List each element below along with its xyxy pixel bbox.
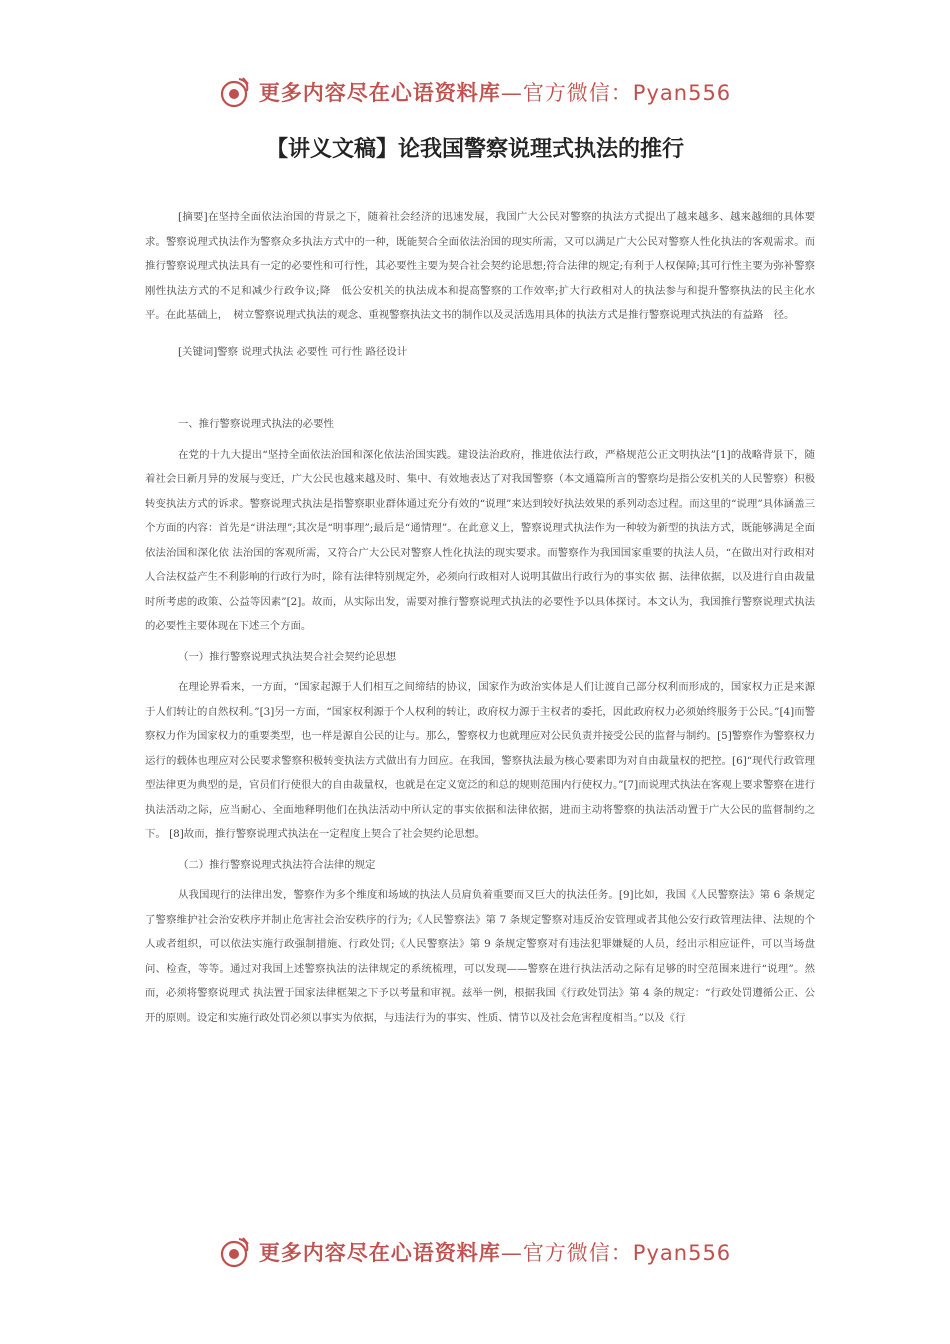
logo-icon [219,75,253,109]
subsection-1-paragraph: 在理论界看来，一方面，“国家起源于人们相互之间缔结的协议，国家作为政治实体是人们让渡自己部分权利而形成的，国家权力正是来源于人们转让的自然权利。”[3]另一方面，“国家权利源于个人权利的转让，政府权力源于主权者的委托，因此政府权力必须始终服务于公民。”[4]而警察权力作为国家权力的重要类型，也一样是源自公民的让与。那么，警察权力也就理应对公民负责并接受公民的监督与制约。[5]警察作为警察权力运行的载体也理应对公民要求警察积极转变执法方式做出有力回应。在我国，警察执法最为核心要素即为对自由裁量权的把控。[6]“现代行政管理型法律更为典型的是，官员们行使很大的自由裁量权，也就是在定义宽泛的和总的规则范围内行使权力。”[7]而说理式执法在客观上要求警察在进行执法活动之际，应当耐心、全面地释明他们在执法活动中所认定的事实依据和法律依据，进而主动将警察的执法活动置于广大公民的监督制约之下。 [8]故而，推行警察说理式执法在一定程度上契合了社会契约论思想。 [145,681,815,840]
abstract-paragraph: [摘要]在坚持全面依法治国的背景之下，随着社会经济的迅速发展，我国广大公民对警察的执法方式提出了越来越多、越来越细的具体要求。警察说理式执法作为警察众多执法方式中的一种，既能契合全面依法治国的现实所需，又可以满足广大公民对警察人性化执法的客观需求。而推行警察说理式执法具有一定的必要性和可行性，其必要性主要为契合社会契约论思想;符合法律的规定;有利于人权保障;其可行性主要为弥补警察刚性执法方式的不足和减少行政争议;降 低公安机关的执法成本和提高警察的工作效率;扩大行政相对人的执法参与和提升警察执法的民主化水平。在此基础上， 树立警察说理式执法的观念、重视警察执法文书的制作以及灵活选用具体的执法方式是推行警察说理式执法的有益路 径。 [145,211,815,321]
banner-brand: 更多内容尽在心语资料库 [258,1241,501,1265]
banner-text [259,77,731,107]
banner-separator: — [500,81,523,105]
banner-brand: 更多内容尽在心语资料库 [258,81,501,105]
banner-wechat: 官方微信：Pyan556 [522,1241,732,1265]
document-body [145,205,815,1030]
banner-text [259,1237,731,1267]
logo-icon [219,1235,253,1269]
subsection-heading-2: （二）推行警察说理式执法符合法律的规定 [178,858,376,871]
banner-separator: — [500,1241,523,1265]
keywords-paragraph: [关键词]警察 说理式执法 必要性 可行性 路径设计 [178,345,408,358]
footer-banner [0,1232,950,1272]
page-title: 【讲义文稿】论我国警察说理式执法的推行 [265,137,684,162]
header-banner [0,72,950,112]
banner-wechat: 官方微信：Pyan556 [522,81,732,105]
section-1-paragraph: 在党的十九大提出“坚持全面依法治国和深化依法治国实践。建设法治政府，推进依法行政，严格规范公正文明执法”[1]的战略背景下，随着社会日新月异的发展与变迁，广大公民也越来越及时、集中、有效地表达了对我国警察（本文通篇所言的警察均是指公安机关的人民警察）积极转变执法方式的诉求。警察说理式执法是指警察职业群体通过充分有效的“说理”来达到较好执法效果的系列动态过程。而这里的“说理”具体涵盖三个方面的内容：首先是“讲法理”;其次是“明事理”;最后是“通情理”。在此意义上，警察说理式执法作为一种较为新型的执法方式，既能够满足全面依法治国和深化依 法治国的客观所需，又符合广大公民对警察人性化执法的现实要求。而警察作为我国国家重要的执法人员，“在做出对行政相对人合法权益产生不利影响的行政行为时，除有法律特别规定外，必须向行政相对人说明其做出行政行为的事实依 据、法律依据，以及进行自由裁量时所考虑的政策、公益等因素”[2]。故而，从实际出发，需要对推行警察说理式执法的必要性予以具体探讨。本文认为，我国推行警察说理式执法的必要性主要体现在下述三个方面。 [145,448,815,632]
section-heading-1: 一、推行警察说理式执法的必要性 [178,418,334,430]
subsection-heading-1: （一）推行警察说理式执法契合社会契约论思想 [178,650,397,663]
subsection-2-paragraph: 从我国现行的法律出发，警察作为多个维度和场域的执法人员肩负着重要而又巨大的执法任务。[9]比如，我国《人民警察法》第 6 条规定了警察维护社会治安秩序并制止危害社会治安秩序的行为;《人民警察法》第 7 条规定警察对违反治安管理或者其他公安行政管理法律、法规的个人或者组织，可以依法实施行政强制措施、行政处罚;《人民警察法》第 9 条规定警察对有违法犯罪嫌疑的人员，经出示相应证件，可以当场盘问、检查，等等。通过对我国上述警察执法的法律规定的系统梳理，可以发现——警察在进行执法活动之际有足够的时空范围来进行“说理”。然而，必须将警察说理式 执法置于国家法律框架之下予以考量和审视。兹举一例，根据我国《行政处罚法》第 4 条的规定：“行政处罚遵循公正、公开的原则。设定和实施行政处罚必须以事实为依据，与违法行为的事实、性质、情节以及社会危害程度相当。”以及《行 [145,889,815,1024]
